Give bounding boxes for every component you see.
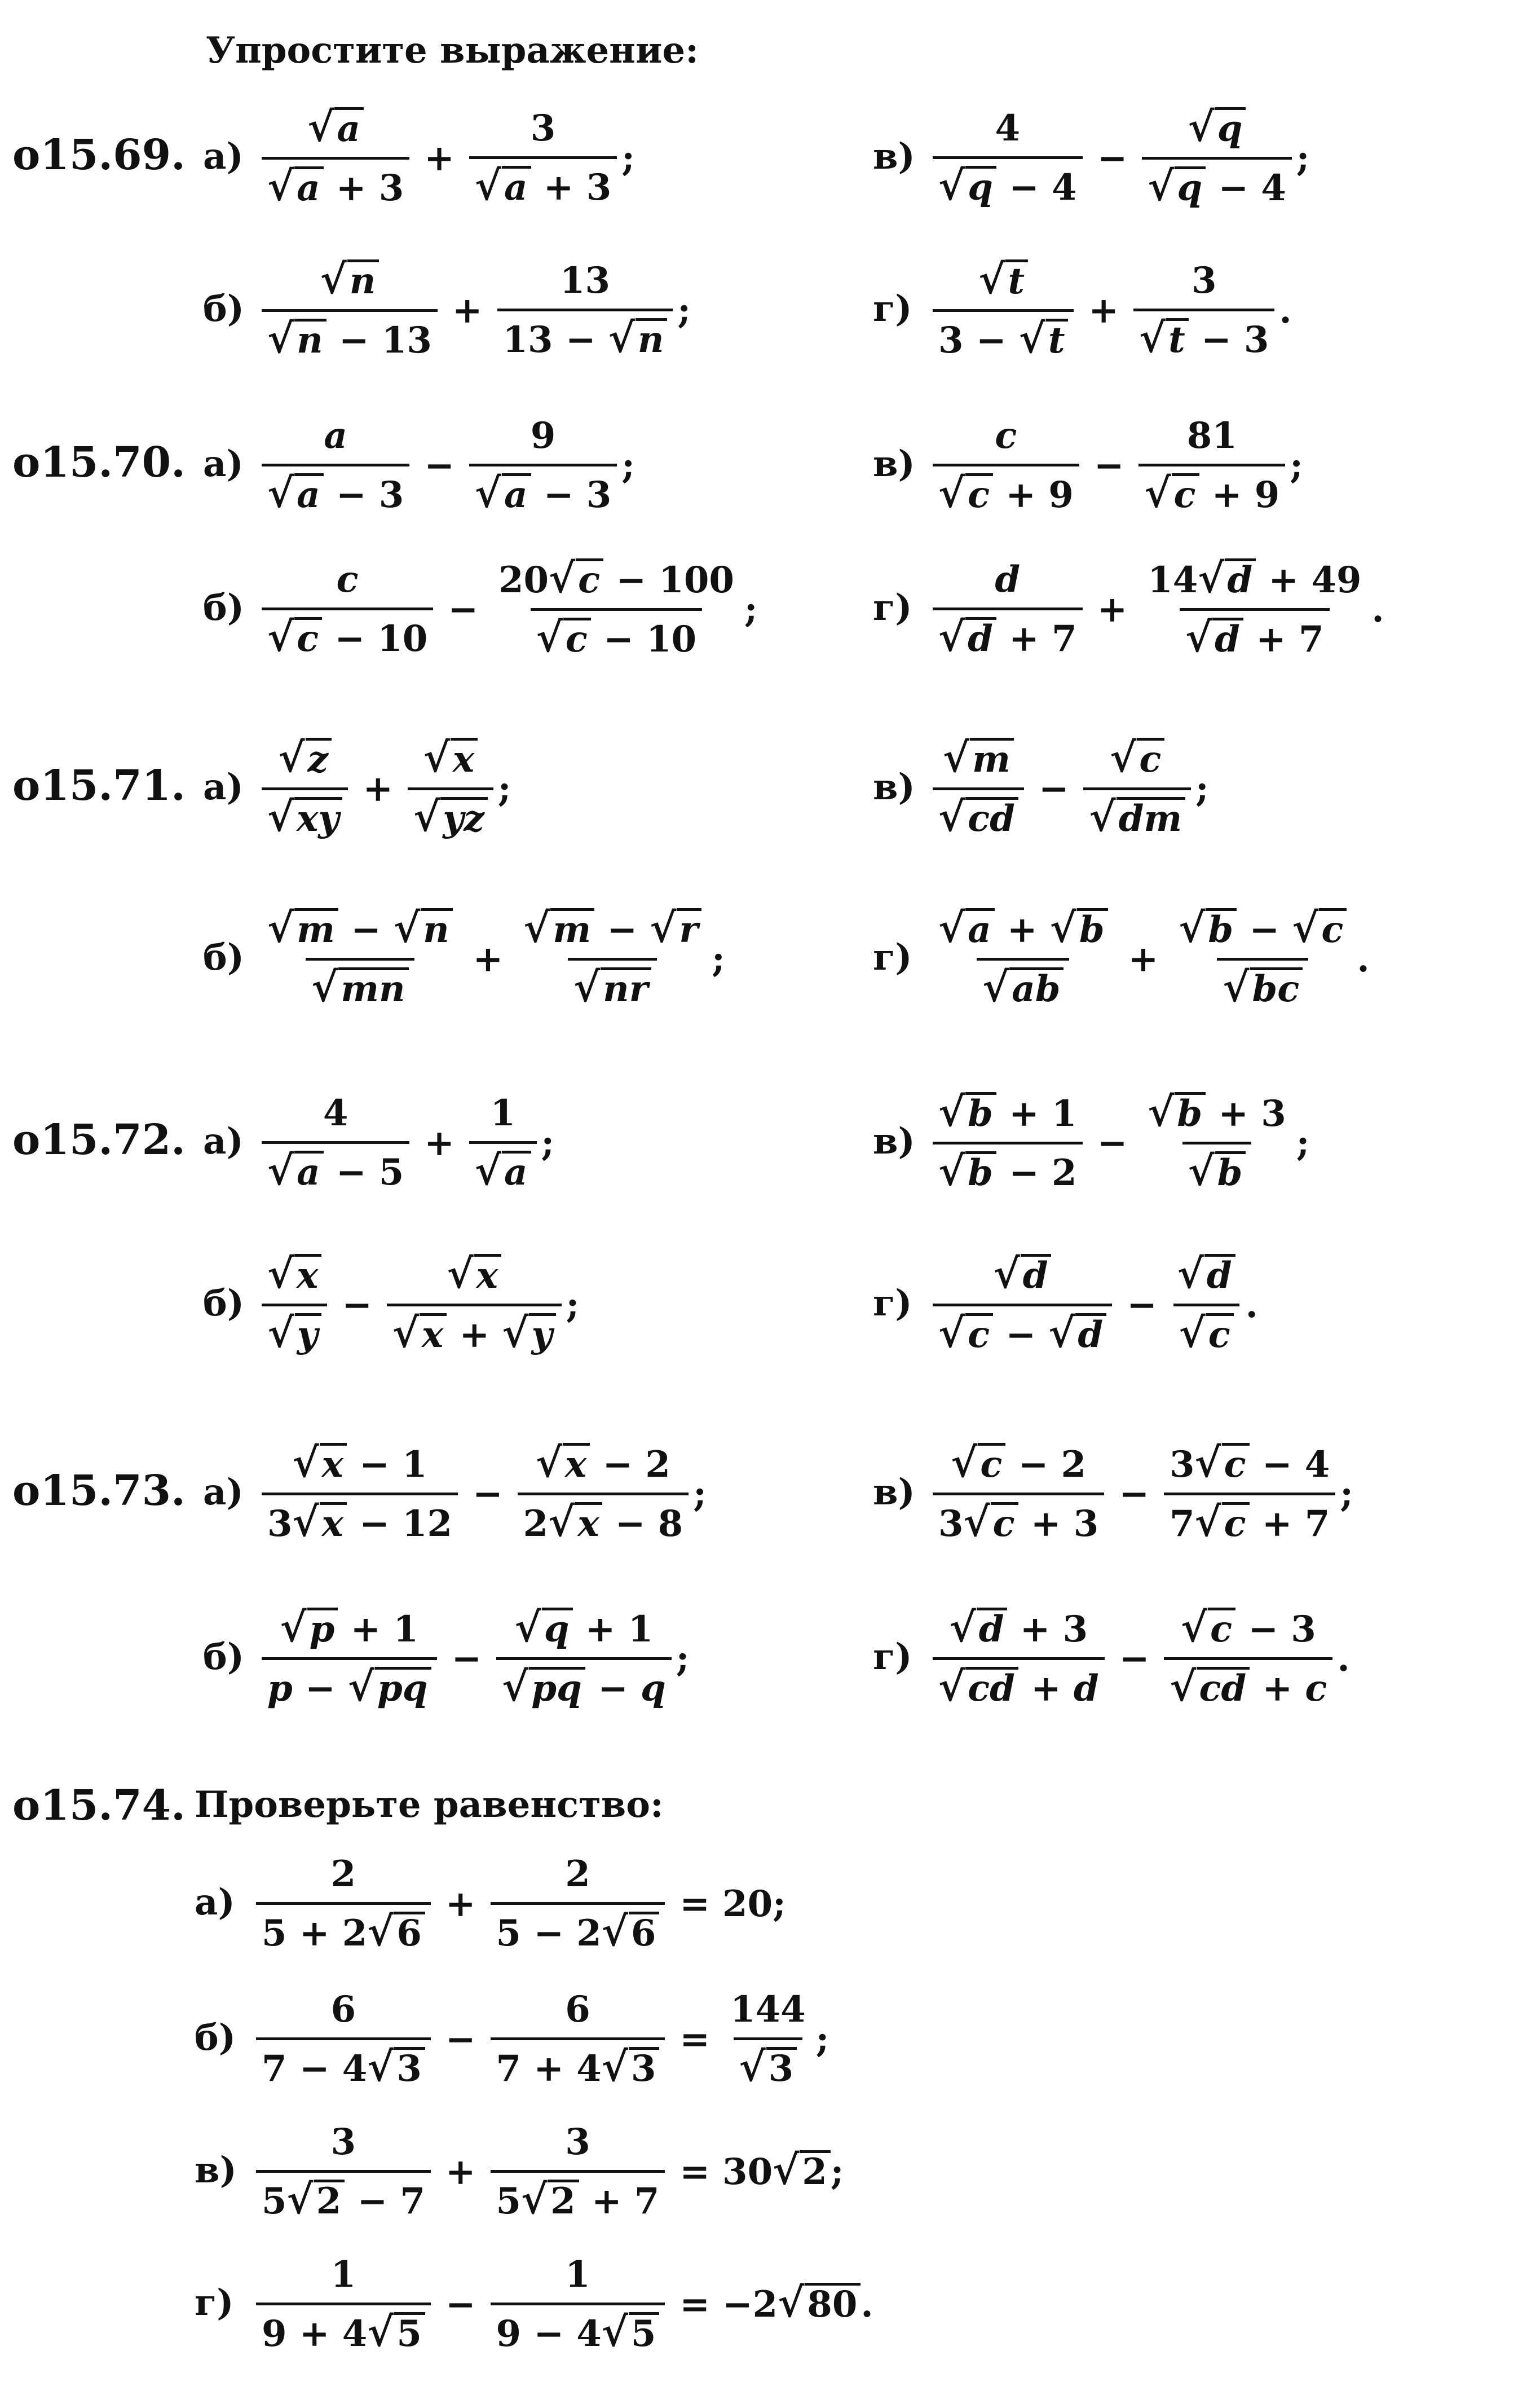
item-label: г) [873, 1282, 912, 1324]
expression: $\frac{√n}{√n - 13}$ + $\frac{13}{13 - √n}$ ; [259, 254, 691, 367]
item-label: в) [195, 2149, 237, 2191]
item-label: в) [873, 1471, 915, 1513]
item-label: а) [203, 1120, 244, 1163]
expression: $\frac{√m}{√cd}$ − $\frac{√c}{√dm}$ ; [930, 732, 1209, 845]
problem-number: о15.72. [12, 1116, 186, 1164]
expression: $\frac{√t}{3 - √t}$ + $\frac{3}{√t - 3}$ . [930, 254, 1292, 367]
item-label: г) [873, 936, 912, 979]
item-label: г) [873, 587, 912, 629]
item-label: г) [873, 288, 912, 330]
problem-number: о15.70. [12, 438, 186, 487]
problem-number: о15.73. [12, 1467, 186, 1515]
expression: $\frac{√x - 1}{3√x - 12}$ − $\frac{√x - 2}{2√x - 8}$ ; [259, 1437, 707, 1550]
expression: $\frac{a}{√a - 3}$ − $\frac{9}{√a - 3}$ ; [259, 409, 635, 522]
expression: $\frac{c}{√c - 10}$ − $\frac{20√c - 100}{√c - 10}$ ; [259, 553, 758, 666]
item-label: в) [873, 443, 915, 485]
item-label: а) [203, 443, 244, 485]
item-label: б) [203, 587, 244, 629]
item-label: а) [195, 1881, 235, 1923]
item-label: а) [203, 135, 244, 178]
expression: $\frac{3}{5√2 - 7}$ + $\frac{3}{5√2 + 7}$ = 30√2; [254, 2115, 844, 2228]
expression: $\frac{√m - √n}{√mn}$ + $\frac{√m - √r}{√nr}$ ; [267, 904, 725, 1011]
expression: $\frac{6}{7 - 4√3}$ − $\frac{6}{7 + 4√3}$ = $\frac{144}{√3}$ ; [254, 1983, 829, 2096]
item-label: в) [873, 135, 915, 178]
problem-number: о15.71. [12, 761, 186, 810]
item-label: б) [203, 936, 244, 979]
problem-title: Проверьте равенство: [195, 1784, 664, 1826]
expression: $\frac{1}{9 + 4√5}$ − $\frac{1}{9 - 4√5}$ = −2√80. [254, 2248, 873, 2361]
item-label: г) [873, 1636, 912, 1678]
expression: $\frac{2}{5 + 2√6}$ + $\frac{2}{5 - 2√6}$ = 20; [254, 1847, 786, 1960]
item-label: в) [873, 766, 915, 808]
expression: $\frac{√d + 3}{√cd + d}$ − $\frac{√c - 3}{√cd + c}$ . [930, 1602, 1350, 1715]
item-label: а) [203, 1471, 244, 1513]
problem-number: о15.69. [12, 131, 186, 179]
expression: $\frac{c}{√c + 9}$ − $\frac{81}{√c + 9}$ ; [930, 409, 1303, 522]
item-label: б) [195, 2017, 236, 2059]
expression: $\frac{√a}{√a + 3}$ + $\frac{3}{√a + 3}$ ; [259, 102, 635, 214]
item-label: б) [203, 1282, 244, 1324]
item-label: б) [203, 1636, 244, 1678]
item-label: б) [203, 288, 244, 330]
expression: $\frac{√d}{√c - √d}$ − $\frac{√d}{√c}$ . [930, 1248, 1258, 1361]
expression: $\frac{√c - 2}{3√c + 3}$ − $\frac{3√c - 4}{7√c + 7}$ ; [930, 1437, 1353, 1550]
problem-number: о15.74. [12, 1781, 186, 1830]
item-label: а) [203, 766, 244, 808]
expression: $\frac{√p + 1}{p - √pq}$ − $\frac{√q + 1}{√pq - q}$ ; [259, 1602, 689, 1715]
expression: $\frac{√z}{√xy}$ + $\frac{√x}{√yz}$ ; [259, 732, 511, 845]
item-label: в) [873, 1120, 915, 1163]
expression: $\frac{d}{√d + 7}$ + $\frac{14√d + 49}{√d + 7}$ . [930, 553, 1384, 666]
item-label: г) [195, 2282, 234, 2324]
expression: $\frac{√b + 1}{√b - 2}$ − $\frac{√b + 3}{√b}$ ; [930, 1086, 1309, 1199]
expression: $\frac{√x}{√y}$ − $\frac{√x}{√x + √y}$ ; [259, 1248, 579, 1361]
expression: $\frac{4}{√a - 5}$ + $\frac{1}{√a}$ ; [259, 1086, 554, 1199]
expression: $\frac{√a + √b}{√ab}$ + $\frac{√b - √c}{√bc}$ . [938, 904, 1370, 1011]
header-title: Упростите выражение: [206, 29, 699, 72]
expression: $\frac{4}{√q - 4}$ − $\frac{√q}{√q - 4}$ ; [930, 102, 1309, 214]
